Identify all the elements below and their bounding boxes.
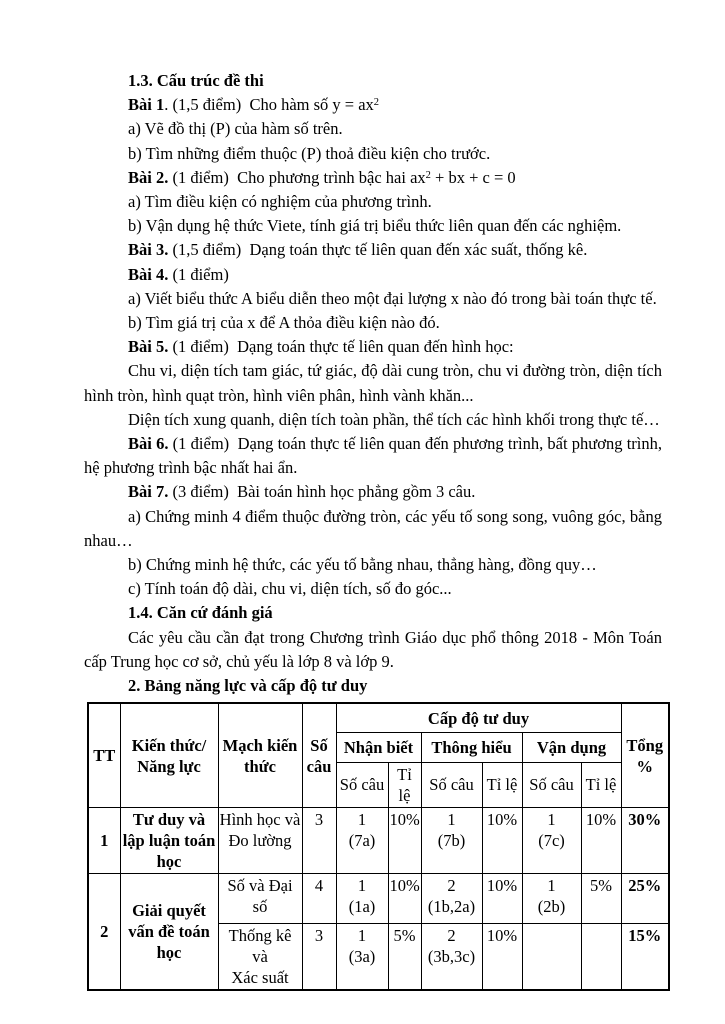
header-sub: Tỉ lệ [388,762,421,807]
header-sub: Tỉ lệ [581,762,621,807]
cell-so-cau: 4 [302,873,336,923]
section-heading [84,69,662,93]
cell-nhan_biet-ti-le: 10% [388,807,421,873]
paragraph [84,263,662,287]
cell-so-cau: 3 [302,923,336,990]
text-run: (1 điểm) Dạng toán thực tế liên quan đến hình học: [168,337,514,357]
paragraph [84,311,662,335]
header-level: Thông hiểu [421,732,522,762]
text-run: (1 điểm) [168,264,229,284]
cell-nang-luc: Giải quyết vấn đề toán học [120,873,218,990]
header-level: Vận dụng [522,732,621,762]
cell-van_dung-ti-le [581,923,621,990]
paragraph [84,432,662,480]
header-sub: Số câu [522,762,581,807]
bold-lead: Bài 1 [128,95,165,115]
paragraph [84,93,662,117]
bold-lead: Bài 2. [128,167,169,187]
paragraph [84,287,662,311]
text-run: . (1,5 điểm) Cho hàm số y = ax [164,95,374,115]
header-tt: TT [88,703,120,807]
cell-thong_hieu-ti-le: 10% [482,923,522,990]
bold-lead: 1.3. Cấu trúc đề thi [128,71,264,90]
paragraph [84,553,662,577]
cell-thong_hieu-so-cau: 1 (7b) [421,807,482,873]
cell-tong: 25% [621,873,669,923]
cell-mach-kien-thuc: Thống kê và Xác suất [218,923,302,990]
text-run: a) Tìm điều kiện có nghiệm của phương trình. [128,192,432,212]
paragraph [84,626,662,674]
text-run: b) Tìm những điểm thuộc (P) thoả điều kiện cho trước. [128,143,491,163]
paragraph [84,214,662,238]
cell-nhan_biet-so-cau: 1 (7a) [336,807,388,873]
cell-thong_hieu-ti-le: 10% [482,873,522,923]
cell-nang-luc: Tư duy và lập luận toán học [120,807,218,873]
text-run: + bx + c = 0 [430,167,516,187]
text-run: a) Viết biểu thức A biểu diễn theo một đại lượng x nào đó trong bài toán thực tế. [128,288,657,308]
cell-mach-kien-thuc: Hình học và Đo lường [218,807,302,873]
cell-tong: 15% [621,923,669,990]
document-paragraphs [84,69,662,698]
competency-table [87,702,670,991]
cell-thong_hieu-so-cau: 2 (3b,3c) [421,923,482,990]
cell-tt: 2 [88,873,120,990]
header-mach-kien-thuc: Mạch kiến thức [218,703,302,807]
paragraph [84,408,662,432]
paragraph [84,359,662,407]
cell-tong: 30% [621,807,669,873]
section-heading [84,601,662,625]
cell-van_dung-ti-le: 10% [581,807,621,873]
superscript: 2 [425,169,431,181]
table-row [88,873,669,923]
bold-lead: 2. Bảng năng lực và cấp độ tư duy [128,676,368,696]
bold-lead: 1.4. Căn cứ đánh giá [128,603,273,623]
cell-mach-kien-thuc: Số và Đại số [218,873,302,923]
bold-lead: Bài 5. [128,337,169,357]
header-sub: Số câu [421,762,482,807]
text-run: b) Chứng minh hệ thức, các yếu tố bằng nhau, thẳng hàng, đồng quy… [128,555,597,575]
table-row [88,807,669,873]
cell-so-cau: 3 [302,807,336,873]
cell-thong_hieu-so-cau: 2 (1b,2a) [421,873,482,923]
bold-lead: Bài 6. [128,434,169,454]
cell-van_dung-so-cau: 1 (2b) [522,873,581,923]
cell-nhan_biet-ti-le: 5% [388,923,421,990]
text-run: (3 điểm) Bài toán hình học phẳng gồm 3 câu. [168,482,476,502]
section-heading [84,674,662,698]
table-header [88,703,669,807]
paragraph [84,577,662,601]
text-run: a) Chứng minh 4 điểm thuộc đường tròn, các yếu tố song song, vuông góc, bằng nhau… [84,506,662,550]
header-tong: Tổng % [621,703,669,807]
text-run: a) Vẽ đồ thị (P) của hàm số trên. [128,119,343,139]
text-run: b) Vận dụng hệ thức Viete, tính giá trị biểu thức liên quan đến các nghiệm. [128,216,622,236]
header-cap-do-tu-duy: Cấp độ tư duy [336,703,621,732]
paragraph [84,480,662,504]
cell-nhan_biet-so-cau: 1 (3a) [336,923,388,990]
header-so-cau: Số câu [302,703,336,807]
text-run: (1 điểm) Dạng toán thực tế liên quan đến phương trình, bất phương trình, hệ phương trình bậc nhất hai ẩn. [84,434,662,478]
text-run: (1 điểm) Cho phương trình bậc hai ax [168,167,426,187]
cell-thong_hieu-ti-le: 10% [482,807,522,873]
text-run: Các yêu cầu cần đạt trong Chương trình Giáo dục phổ thông 2018 - Môn Toán cấp Trung học cơ sở, chủ yếu là lớp 8 và lớp 9. [84,627,662,671]
paragraph [84,117,662,141]
bold-lead: Bài 7. [128,482,169,502]
header-kien-thuc: Kiến thức/ Năng lực [120,703,218,807]
text-run: Diện tích xung quanh, diện tích toàn phần, thể tích các hình khối trong thực tế… [128,409,660,429]
cell-tt: 1 [88,807,120,873]
text-run: c) Tính toán độ dài, chu vi, diện tích, số đo góc... [128,579,452,599]
cell-van_dung-so-cau: 1 (7c) [522,807,581,873]
text-run: b) Tìm giá trị của x để A thỏa điều kiện nào đó. [128,313,440,333]
table-body [88,807,669,990]
paragraph [84,238,662,262]
header-level: Nhận biết [336,732,421,762]
competency-table-section [87,702,662,991]
paragraph [84,142,662,166]
text-run: (1,5 điểm) Dạng toán thực tế liên quan đến xác suất, thống kê. [168,240,588,260]
paragraph [84,505,662,553]
document-body [84,69,662,991]
cell-nhan_biet-ti-le: 10% [388,873,421,923]
bold-lead: Bài 3. [128,240,169,260]
bold-lead: Bài 4. [128,264,169,284]
paragraph [84,335,662,359]
text-run: Chu vi, diện tích tam giác, tứ giác, độ dài cung tròn, chu vi đường tròn, diện tích hình tròn, hình quạt tròn, hình viên phân, hình vành khăn... [84,361,662,405]
cell-van_dung-ti-le: 5% [581,873,621,923]
cell-nhan_biet-so-cau: 1 (1a) [336,873,388,923]
paragraph [84,166,662,190]
header-sub: Tỉ lệ [482,762,522,807]
cell-van_dung-so-cau [522,923,581,990]
header-sub: Số câu [336,762,388,807]
paragraph [84,190,662,214]
superscript: 2 [373,97,380,109]
